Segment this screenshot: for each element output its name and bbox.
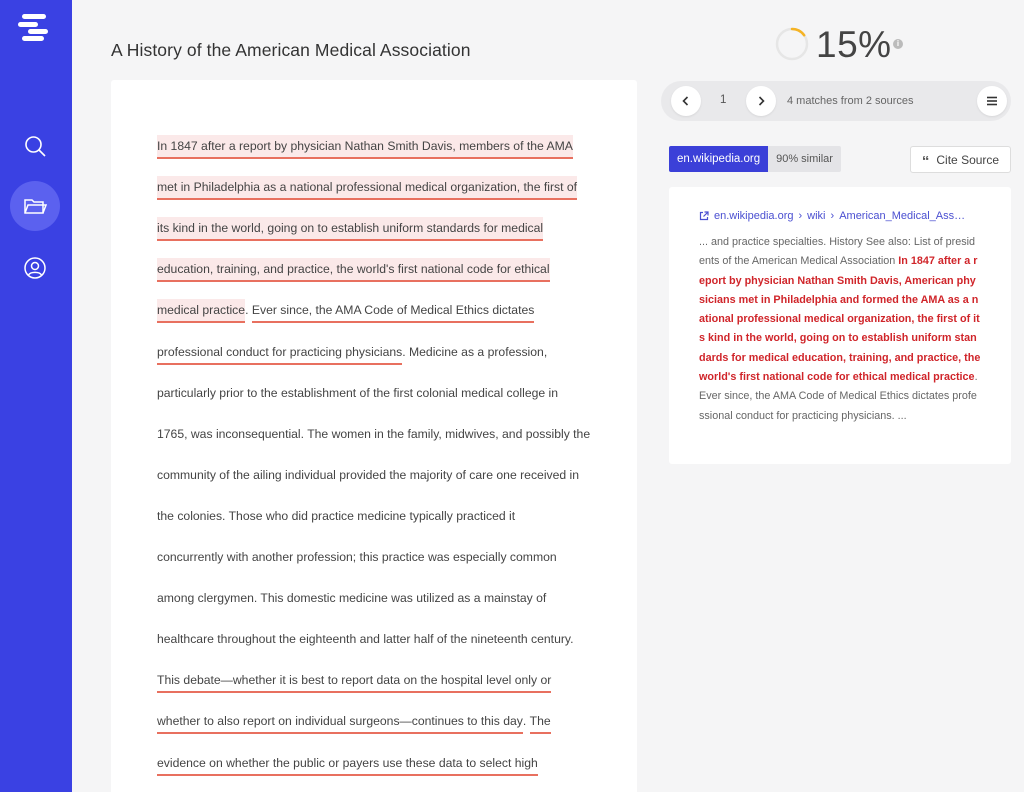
document-text: healthcare throughout the eighteenth and latter half of the nineteenth century. — [157, 632, 574, 647]
match-page-number: 1 — [720, 94, 727, 106]
document-line — [157, 134, 573, 158]
sidebar-item-profile[interactable] — [10, 243, 60, 293]
source-card — [669, 187, 1011, 464]
excerpt-match: In 1847 after a report by physician Nathan Smith Davis, American physicians met in Philadelphia and formed the AMA as a national professional medical organization, the first of its kind in the world, going on to establish uniform standards for medical education, training, and practice, the world's first national code for ethical medical practice — [699, 255, 981, 384]
menu-button[interactable] — [977, 86, 1007, 116]
matched-text-underline[interactable]: evidence on whether the public or payers use these data to select high — [157, 752, 538, 776]
matched-text-underline[interactable]: This debate—whether it is best to report data on the hospital level only or — [157, 669, 551, 693]
menu-icon — [986, 95, 998, 107]
matched-text-underline[interactable]: The — [530, 710, 551, 734]
document-line — [157, 175, 577, 199]
user-icon — [23, 256, 47, 280]
document-text: concurrently with another profession; this practice was especially common — [157, 550, 557, 564]
cite-source-label: Cite Source — [936, 152, 1000, 167]
previous-match-button[interactable] — [671, 86, 701, 116]
page-title: A History of the American Medical Association — [111, 40, 471, 60]
document-text: community of the ailing individual provided the majority of care one received in — [157, 467, 580, 482]
excerpt-after: . Ever since, the AMA Code of Medical Ethics dictates professional conduct for practicing physicians. ... — [699, 371, 978, 422]
document-text: . — [522, 714, 530, 729]
document-line — [157, 340, 547, 364]
matched-text-highlight[interactable]: medical practice — [157, 299, 245, 323]
url-domain: en.wikipedia.org — [714, 210, 794, 222]
document-text: among clergymen. This domestic medicine was utilized as a mainstay of — [157, 591, 547, 606]
matched-text-highlight[interactable]: education, training, and practice, the world's first national code for ethical — [157, 258, 550, 282]
url-path-wiki: wiki — [807, 210, 826, 222]
source-tag[interactable] — [669, 146, 841, 172]
matched-text-underline[interactable]: Ever since, the AMA Code of Medical Ethics dictates — [252, 299, 534, 323]
document-line — [157, 381, 558, 405]
document-text: particularly prior to the establishment of the first colonial medical college in — [157, 385, 559, 400]
url-path-page: American_Medical_Ass… — [839, 210, 966, 222]
matched-text-highlight[interactable]: its kind in the world, going on to establish uniform standards for medical — [157, 217, 543, 241]
chevron-left-icon — [680, 95, 692, 107]
matched-text-underline[interactable]: professional conduct for practicing physicians — [157, 341, 402, 365]
match-summary: 4 matches from 2 sources — [787, 95, 914, 107]
url-separator: › — [830, 210, 835, 222]
document-line — [157, 709, 551, 733]
cite-source-button[interactable] — [910, 146, 1011, 173]
matches-toolbar — [661, 81, 1011, 121]
document-line — [157, 586, 546, 610]
document-line — [157, 668, 551, 692]
document-line — [157, 216, 543, 240]
search-icon — [23, 134, 47, 158]
document-line — [157, 257, 550, 281]
document-line — [157, 463, 579, 487]
sidebar — [0, 0, 72, 792]
document-text: 1765, was inconsequential. The women in the family, midwives, and possibly the — [157, 426, 591, 441]
sidebar-item-search[interactable] — [10, 121, 60, 171]
matched-text-underline[interactable]: whether to also report on individual surgeons—continues to this day — [157, 710, 523, 734]
quote-icon: “ — [921, 152, 930, 170]
sidebar-item-documents[interactable] — [10, 181, 60, 231]
next-match-button[interactable] — [746, 86, 776, 116]
source-domain-badge: en.wikipedia.org — [669, 146, 768, 172]
document-body[interactable] — [111, 80, 637, 792]
similarity-badge: 90% similar — [768, 146, 841, 172]
info-icon[interactable]: i — [893, 39, 903, 49]
document-text: the colonies. Those who did practice medicine typically practiced it — [157, 508, 516, 523]
document-line — [157, 751, 538, 775]
source-excerpt — [699, 233, 981, 426]
document-line — [157, 504, 515, 528]
matched-text-highlight[interactable]: met in Philadelphia as a national professional medical organization, the first of — [157, 176, 577, 200]
source-url[interactable] — [699, 210, 965, 222]
similarity-score-ring — [774, 26, 810, 62]
matched-text-highlight[interactable]: In 1847 after a report by physician Nathan Smith Davis, members of the AMA — [157, 135, 573, 159]
logo-icon[interactable] — [18, 14, 50, 42]
document-line — [157, 422, 590, 446]
excerpt-before: ... and practice specialties. History See also: List of presidents of the American Medical Association — [699, 236, 976, 268]
document-text: . — [245, 303, 252, 318]
document-line — [157, 298, 534, 322]
document-text: . Medicine as a profession, — [402, 344, 548, 359]
external-link-icon — [699, 211, 709, 221]
chevron-right-icon — [755, 95, 767, 107]
folder-icon — [23, 194, 47, 218]
url-separator: › — [798, 210, 803, 222]
similarity-score: 15% — [816, 24, 892, 65]
document-line — [157, 545, 557, 569]
document-line — [157, 627, 573, 651]
